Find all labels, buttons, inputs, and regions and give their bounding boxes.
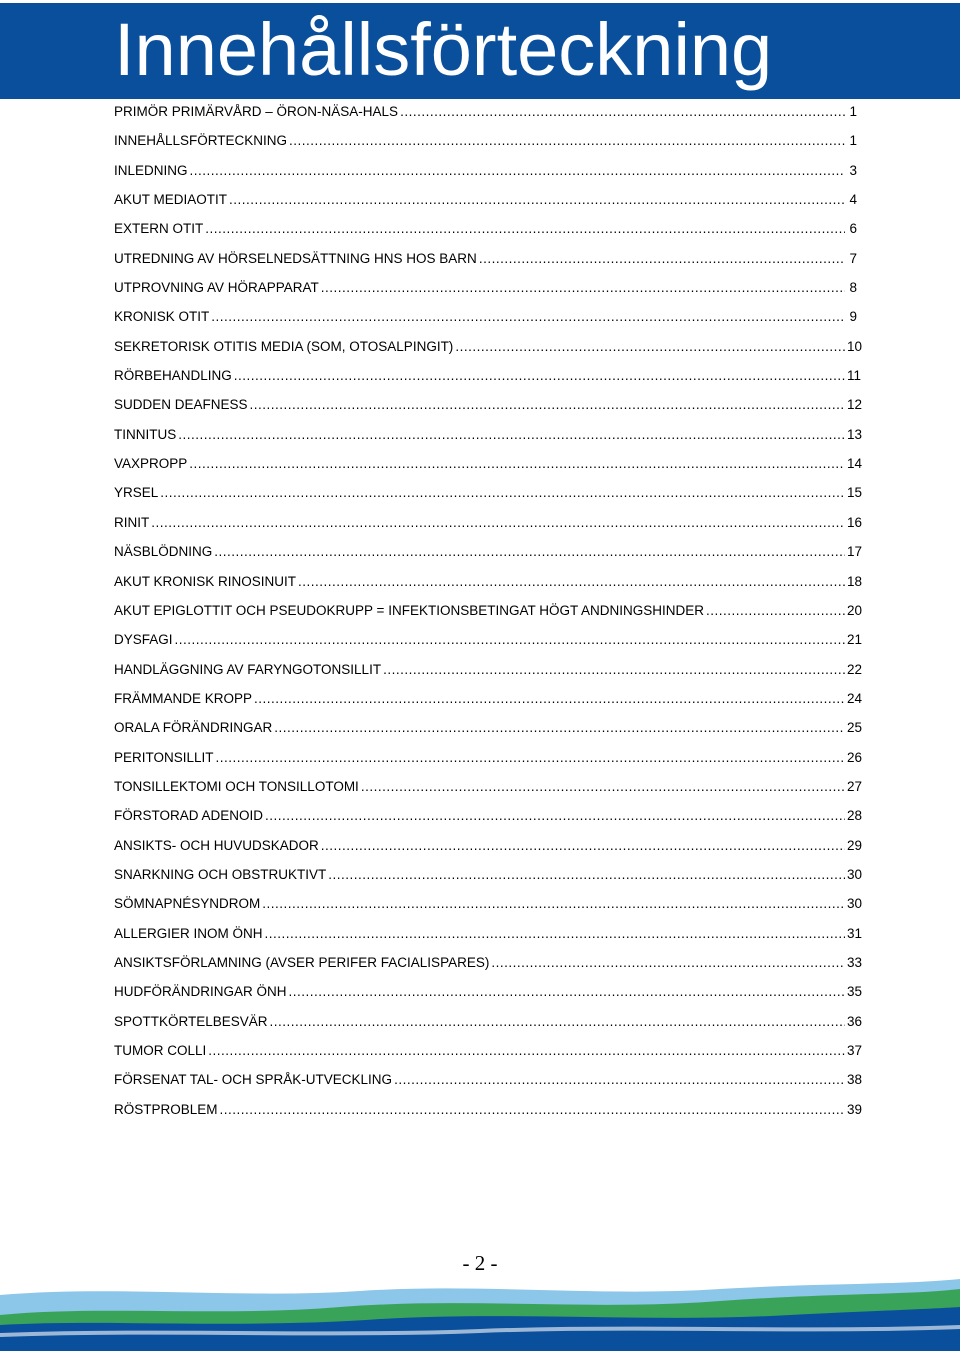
- toc-entry-title: PRIMÖR PRIMÄRVÅRD – ÖRON-NÄSA-HALS: [114, 104, 399, 119]
- toc-entry-page: 10: [847, 338, 863, 354]
- toc-entry-page: 33: [847, 954, 863, 970]
- toc-entry-title: RINIT: [114, 514, 150, 530]
- toc-entry-title: FÖRSTORAD ADENOID: [114, 808, 264, 824]
- toc-entry-title: TONSILLEKTOMI OCH TONSILLOTOMI: [114, 778, 359, 794]
- toc-entry[interactable]: [114, 774, 863, 803]
- toc-dot-leader: [400, 99, 845, 125]
- toc-entry-title: SEKRETORISK OTITIS MEDIA (SOM, OTOSALPINGIT): [114, 338, 454, 354]
- toc-entry-page: 38: [847, 1072, 863, 1088]
- toc-dot-leader: [220, 1097, 845, 1123]
- toc-entry[interactable]: [114, 187, 857, 216]
- toc-dot-leader: [178, 422, 845, 448]
- toc-entry-page: 22: [847, 661, 863, 677]
- toc-dot-leader: [229, 187, 845, 213]
- toc-entry[interactable]: [114, 510, 863, 539]
- toc-dot-leader: [491, 950, 845, 976]
- toc-entry-page: 8: [849, 280, 857, 296]
- toc-entry[interactable]: [114, 275, 857, 304]
- toc-entry[interactable]: [114, 657, 863, 686]
- toc-entry-page: 39: [847, 1101, 863, 1117]
- toc-dot-leader: [234, 363, 845, 389]
- toc-entry-title: RÖRBEHANDLING: [114, 368, 232, 384]
- toc-entry-page: 12: [847, 397, 863, 413]
- toc-dot-leader: [175, 627, 845, 653]
- toc-dot-leader: [289, 979, 845, 1005]
- toc-entry-page: 35: [847, 984, 863, 1000]
- toc-entry-title: HUDFÖRÄNDRINGAR ÖNH: [114, 984, 287, 1000]
- toc-dot-leader: [216, 745, 845, 771]
- toc-entry-page: 29: [847, 837, 863, 853]
- toc-entry[interactable]: [114, 686, 863, 715]
- toc-entry-page: 21: [847, 632, 863, 648]
- toc-entry-title: ANSIKTS- OCH HUVUDSKADOR: [114, 837, 319, 853]
- toc-entry[interactable]: [114, 891, 863, 920]
- toc-entry[interactable]: [114, 979, 863, 1008]
- toc-entry-page: 20: [847, 602, 863, 618]
- toc-entry-page: 1: [849, 104, 857, 119]
- toc-dot-leader: [274, 715, 845, 741]
- toc-dot-leader: [205, 216, 845, 242]
- toc-dot-leader: [265, 803, 845, 829]
- toc-dot-leader: [394, 1067, 845, 1093]
- toc-entry-page: 9: [849, 309, 857, 325]
- toc-dot-leader: [190, 158, 845, 184]
- toc-entry[interactable]: [114, 715, 863, 744]
- toc-dot-leader: [479, 246, 845, 272]
- toc-entry[interactable]: [114, 128, 857, 157]
- toc-entry-title: ORALA FÖRÄNDRINGAR: [114, 720, 273, 736]
- toc-entry[interactable]: [114, 451, 863, 480]
- toc-entry[interactable]: [114, 304, 857, 333]
- page-title: Innehållsförteckning: [114, 8, 773, 91]
- toc-dot-leader: [706, 598, 845, 624]
- toc-dot-leader: [321, 275, 845, 301]
- toc-dot-leader: [328, 862, 845, 888]
- toc-entry-page: 13: [847, 426, 863, 442]
- toc-dot-leader: [189, 451, 845, 477]
- toc-entry[interactable]: [114, 334, 863, 363]
- toc-entry-page: 15: [847, 485, 863, 501]
- toc-entry-title: HANDLÄGGNING AV FARYNGOTONSILLIT: [114, 661, 382, 677]
- toc-entry[interactable]: [114, 569, 863, 598]
- toc-dot-leader: [361, 774, 845, 800]
- toc-entry-title: SUDDEN DEAFNESS: [114, 397, 248, 413]
- table-of-contents: [114, 99, 863, 1126]
- toc-entry-page: 6: [849, 221, 857, 237]
- toc-dot-leader: [383, 657, 845, 683]
- toc-entry-page: 17: [847, 544, 863, 560]
- toc-entry[interactable]: [114, 363, 862, 392]
- toc-entry-title: AKUT EPIGLOTTIT OCH PSEUDOKRUPP = INFEKTIONSBETINGAT HÖGT ANDNINGSHINDER: [114, 602, 704, 618]
- toc-entry-page: 3: [849, 162, 857, 178]
- toc-entry-page: 18: [847, 573, 863, 589]
- toc-entry-page: 28: [847, 808, 863, 824]
- toc-entry-title: UTREDNING AV HÖRSELNEDSÄTTNING HNS HOS BARN: [114, 250, 477, 266]
- toc-entry-title: INLEDNING: [114, 162, 188, 178]
- toc-entry-title: YRSEL: [114, 485, 159, 501]
- toc-entry-title: PERITONSILLIT: [114, 749, 214, 765]
- toc-entry[interactable]: [114, 392, 863, 421]
- toc-entry[interactable]: [114, 422, 863, 451]
- toc-entry-title: FÖRSENAT TAL- OCH SPRÅK-UTVECKLING: [114, 1072, 393, 1088]
- toc-entry-title: NÄSBLÖDNING: [114, 544, 213, 560]
- toc-entry-title: ALLERGIER INOM ÖNH: [114, 925, 263, 941]
- toc-entry[interactable]: [114, 833, 863, 862]
- toc-entry-title: AKUT KRONISK RINOSINUIT: [114, 573, 297, 589]
- toc-dot-leader: [262, 891, 845, 917]
- page-number: - 2 -: [462, 1251, 498, 1275]
- toc-dot-leader: [289, 128, 845, 154]
- toc-entry[interactable]: [114, 950, 863, 979]
- toc-entry[interactable]: [114, 480, 863, 509]
- toc-entry[interactable]: [114, 745, 863, 774]
- toc-dot-leader: [211, 304, 845, 330]
- toc-dot-leader: [298, 569, 845, 595]
- toc-entry[interactable]: [114, 598, 863, 627]
- toc-dot-leader: [455, 334, 845, 360]
- toc-entry-title: EXTERN OTIT: [114, 221, 204, 237]
- toc-entry-page: 16: [847, 514, 863, 530]
- toc-entry-page: 30: [847, 866, 863, 882]
- toc-entry[interactable]: [114, 1009, 863, 1038]
- toc-entry[interactable]: [114, 99, 857, 128]
- toc-entry[interactable]: [114, 539, 863, 568]
- toc-entry-page: 7: [849, 250, 857, 266]
- toc-entry-title: KRONISK OTIT: [114, 309, 210, 325]
- toc-entry-page: 27: [847, 778, 863, 794]
- toc-entry-page: 14: [847, 456, 863, 472]
- toc-dot-leader: [214, 539, 845, 565]
- toc-dot-leader: [270, 1009, 845, 1035]
- toc-dot-leader: [265, 921, 845, 947]
- toc-dot-leader: [321, 833, 845, 859]
- toc-entry-title: RÖSTPROBLEM: [114, 1101, 218, 1117]
- toc-entry-page: 11: [847, 368, 862, 384]
- toc-entry[interactable]: [114, 246, 857, 275]
- toc-entry-page: 24: [847, 690, 863, 706]
- toc-entry-title: ANSIKTSFÖRLAMNING (AVSER PERIFER FACIALISPARES): [114, 954, 490, 970]
- toc-entry-page: 36: [847, 1013, 863, 1029]
- toc-entry-page: 30: [847, 896, 863, 912]
- toc-entry-page: 4: [849, 192, 857, 208]
- toc-entry-page: 31: [847, 925, 863, 941]
- toc-entry-title: UTPROVNING AV HÖRAPPARAT: [114, 280, 319, 296]
- toc-entry-page: 37: [847, 1043, 863, 1058]
- toc-entry-page: 25: [847, 720, 863, 736]
- toc-entry[interactable]: [114, 1097, 863, 1126]
- toc-entry[interactable]: [114, 1038, 863, 1067]
- toc-entry-title: SNARKNING OCH OBSTRUKTIVT: [114, 866, 327, 882]
- toc-entry[interactable]: [114, 627, 863, 656]
- toc-entry[interactable]: [114, 862, 863, 891]
- toc-entry-title: TINNITUS: [114, 426, 177, 442]
- footer-wave-graphic: [0, 1275, 960, 1351]
- toc-entry-title: DYSFAGI: [114, 632, 173, 648]
- toc-dot-leader: [250, 392, 845, 418]
- toc-entry-page: 26: [847, 749, 863, 765]
- toc-entry[interactable]: [114, 216, 857, 245]
- toc-entry[interactable]: [114, 1067, 863, 1096]
- toc-entry-title: AKUT MEDIAOTIT: [114, 192, 228, 208]
- toc-entry-title: INNEHÅLLSFÖRTECKNING: [114, 133, 288, 149]
- toc-entry-title: VAXPROPP: [114, 456, 188, 472]
- toc-entry[interactable]: [114, 803, 863, 832]
- toc-entry-title: TUMOR COLLI: [114, 1043, 207, 1058]
- toc-dot-leader: [151, 510, 845, 536]
- toc-entry-page: 1: [849, 133, 857, 149]
- toc-dot-leader: [208, 1038, 845, 1064]
- toc-entry-title: FRÄMMANDE KROPP: [114, 690, 253, 706]
- toc-entry-title: SÖMNAPNÉSYNDROM: [114, 896, 261, 912]
- toc-dot-leader: [160, 480, 845, 506]
- toc-entry-title: SPOTTKÖRTELBESVÄR: [114, 1013, 268, 1029]
- toc-entry[interactable]: [114, 158, 857, 187]
- toc-dot-leader: [254, 686, 845, 712]
- toc-entry[interactable]: [114, 921, 863, 950]
